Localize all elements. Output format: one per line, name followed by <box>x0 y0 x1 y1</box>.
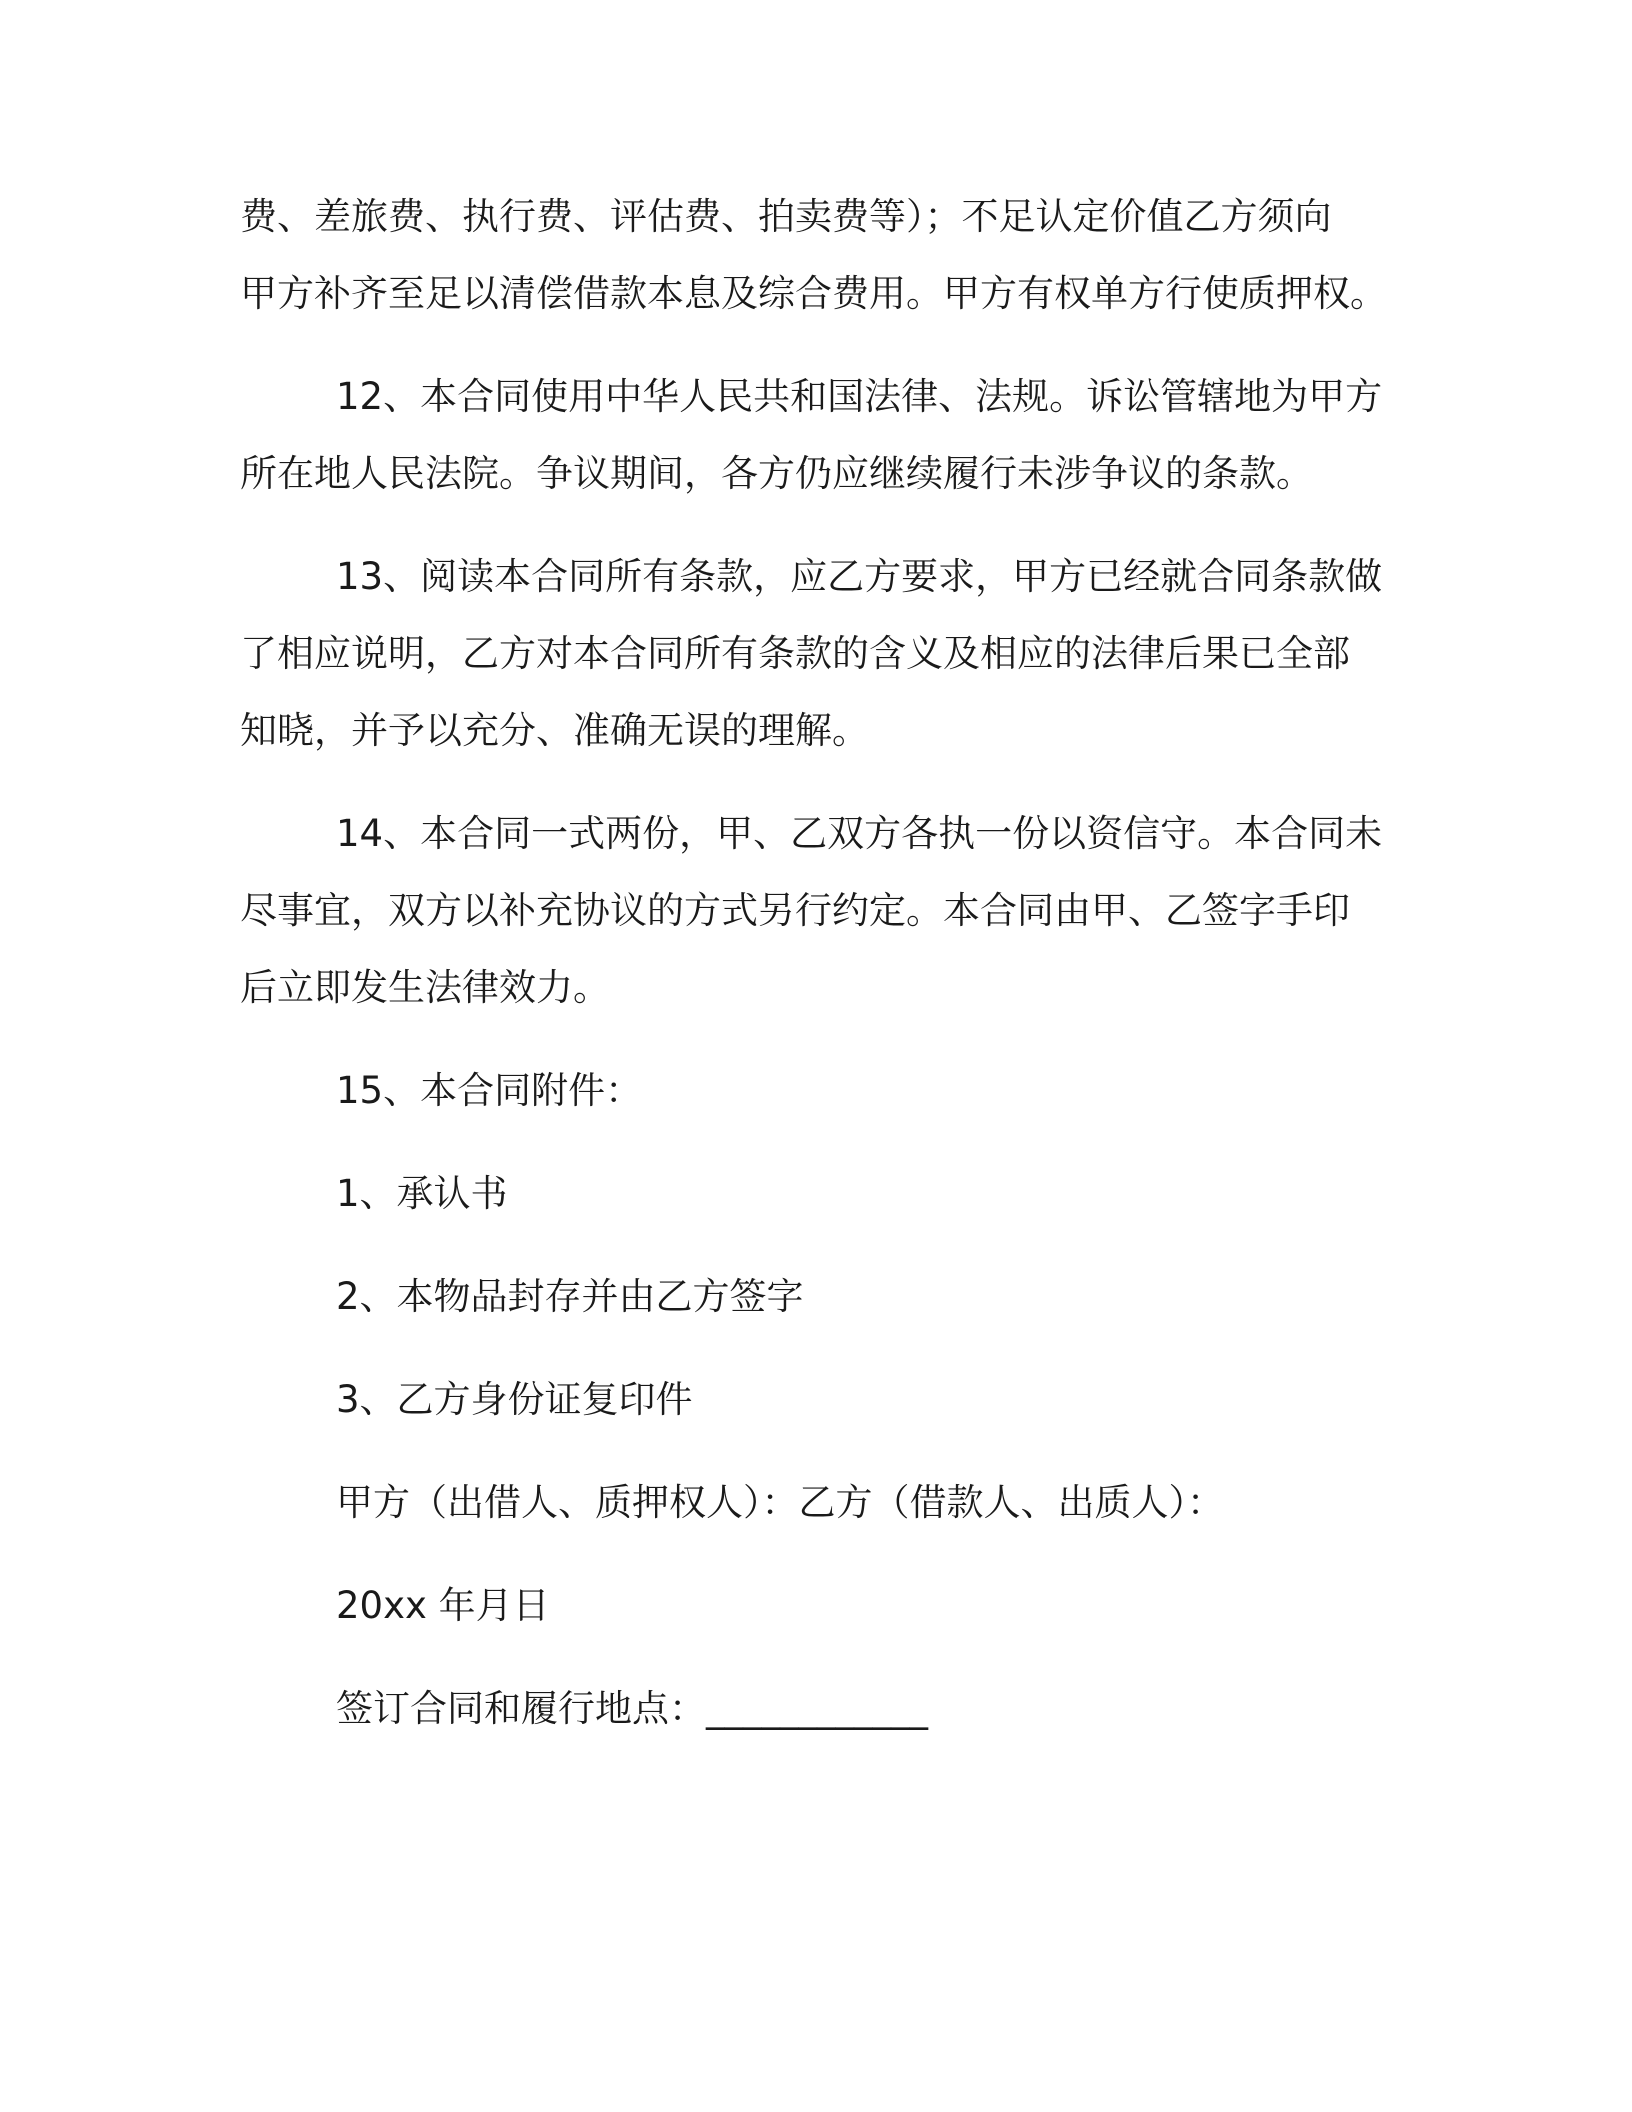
clause-13-paragraph <box>240 538 1392 769</box>
text-line: 14、本合同一式两份，甲、乙双方各执一份以资信守。本合同未 <box>336 812 1383 855</box>
text-line: 甲方补齐至足以清偿借款本息及综合费用。甲方有权单方行使质押权。 <box>240 272 1387 315</box>
text-line: 后立即发生法律效力。 <box>240 966 610 1009</box>
attachment-item: 3、乙方身份证复印件 <box>336 1378 693 1421</box>
continuation-paragraph <box>240 178 1392 332</box>
text-line: 12、本合同使用中华人民共和国法律、法规。诉讼管辖地为甲方 <box>336 375 1383 418</box>
text-line: 费、差旅费、执行费、评估费、拍卖费等）；不足认定价值乙方须向 <box>240 195 1332 238</box>
text-line: 13、阅读本合同所有条款，应乙方要求，甲方已经就合同条款做 <box>336 555 1383 598</box>
attachment-item: 1、承认书 <box>336 1172 508 1215</box>
clause-14-paragraph <box>240 795 1392 1026</box>
clause-12-paragraph <box>240 358 1392 512</box>
text-line: 所在地人民法院。争议期间，各方仍应继续履行未涉争议的条款。 <box>240 452 1313 495</box>
text-line: 知晓，并予以充分、准确无误的理解。 <box>240 709 869 752</box>
signing-place-line: 签订合同和履行地点：____________ <box>336 1687 928 1730</box>
text-line: 尽事宜，双方以补充协议的方式另行约定。本合同由甲、乙签字手印 <box>240 889 1350 932</box>
text-line: 了相应说明，乙方对本合同所有条款的含义及相应的法律后果已全部 <box>240 632 1350 675</box>
attachment-item: 2、本物品封存并由乙方签字 <box>336 1275 804 1318</box>
date-line: 20xx 年月日 <box>336 1584 550 1627</box>
clause-15-title: 15、本合同附件： <box>336 1069 643 1112</box>
signature-parties-line: 甲方（出借人、质押权人）：乙方（借款人、出质人）： <box>336 1481 1224 1524</box>
